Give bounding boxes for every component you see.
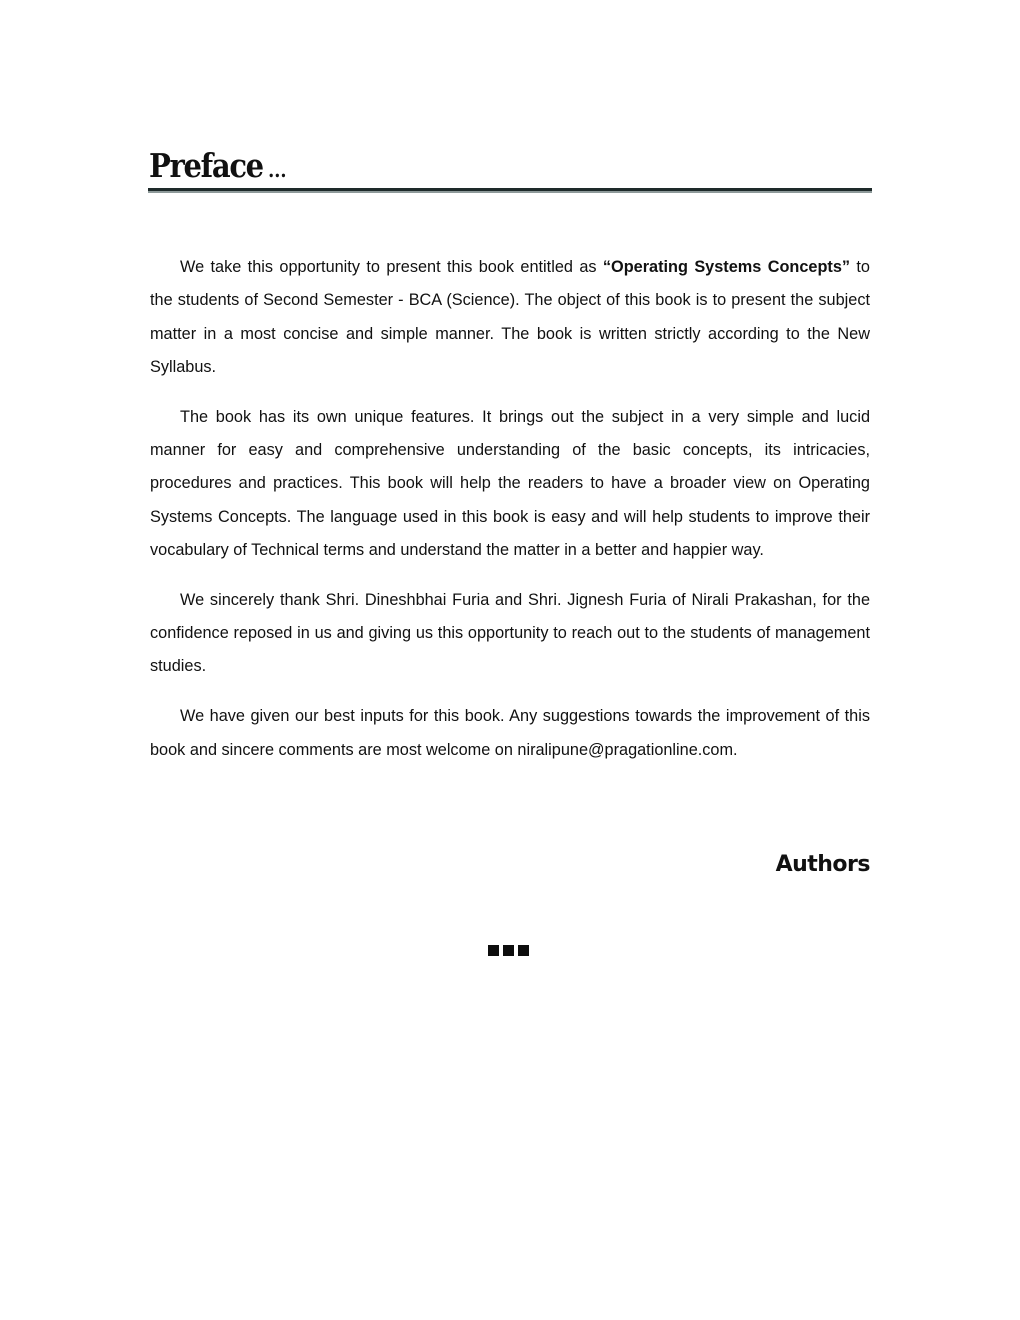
square-mark-icon xyxy=(488,945,499,956)
end-of-section-marks xyxy=(488,945,529,956)
paragraph-3 xyxy=(150,584,870,684)
paragraph-2 xyxy=(150,401,870,567)
book-title: “Operating Systems Concepts” xyxy=(602,258,851,276)
paragraph-text: We take this opportunity to present this book entitled as xyxy=(180,258,603,276)
preface-body xyxy=(150,251,870,784)
paragraph-1 xyxy=(150,251,870,384)
paragraph-4 xyxy=(150,700,870,767)
paragraph-text: The book has its own unique features. It brings out the subject in a very simple and lucid manner for easy and comprehensive understanding of the basic concepts, its intricacies, procedures and practices. This book will help the readers to have a broader view on Operating Systems Concepts. The language used in this book is easy and will help students to improve their vocabulary of Technical terms and understand the matter in a better and happier way. xyxy=(150,407,870,559)
paragraph-text: to the students of Second Semester - BCA (Science). The object of this book is to present the subject matter in a most concise and simple manner. The book is written strictly according to the New Syllabus. xyxy=(150,258,870,376)
square-mark-icon xyxy=(503,945,514,956)
signature-authors: Authors xyxy=(775,852,870,877)
page-title xyxy=(149,146,287,185)
paragraph-text: We sincerely thank Shri. Dineshbhai Furia and Shri. Jignesh Furia of Nirali Prakashan, for the confidence reposed in us and giving us this opportunity to reach out to the students of management studies. xyxy=(150,590,870,676)
square-mark-icon xyxy=(518,945,529,956)
title-divider xyxy=(148,188,872,191)
title-ellipsis: ... xyxy=(268,158,287,182)
title-text: Preface xyxy=(149,146,263,185)
paragraph-text: We have given our best inputs for this book. Any suggestions towards the improvement of this book and sincere comments are most welcome on niralipune@pragationline.com. xyxy=(150,707,870,759)
